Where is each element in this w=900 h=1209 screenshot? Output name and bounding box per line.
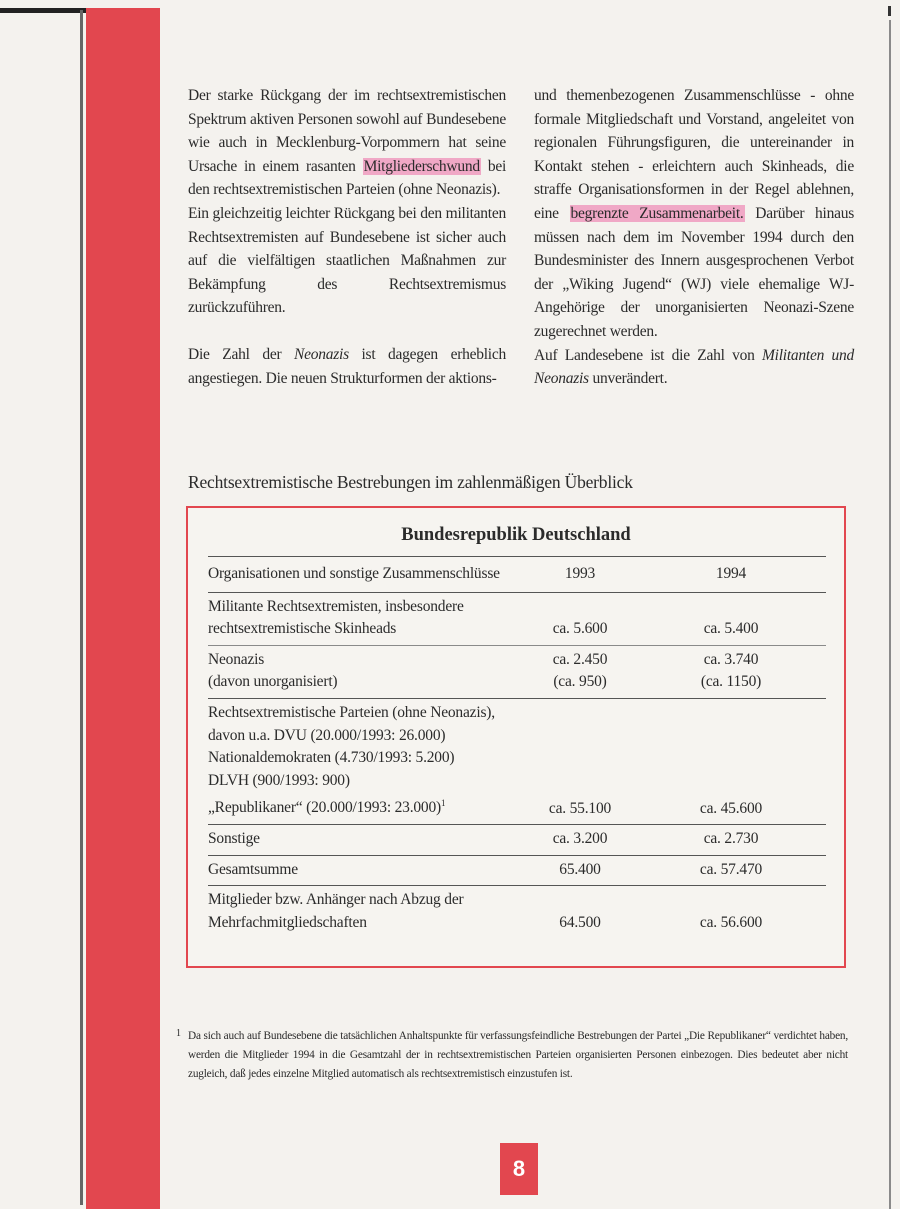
- scan-edge-top: [0, 8, 88, 13]
- header-label: Organisationen und sonstige Zusammenschlüsse: [208, 565, 500, 582]
- label-line: rechtsextremistische Skinheads: [208, 620, 397, 638]
- value-1993: 64.500: [559, 913, 601, 931]
- text: Der starke Rückgang der im rechtsextremistischen Spektrum aktiven Personen sowohl auf Bundesebene wie auch in Mecklenburg-Vorpommern hat seine Ursache in einem rasanten: [188, 87, 506, 175]
- text: bei den rechtsextremistischen Parteien (ohne Neonazis).: [188, 157, 507, 199]
- label-line: Nationaldemokraten (4.730/1993: 5.200): [208, 749, 455, 767]
- table-heading: Rechtsextremistische Bestrebungen im zahlenmäßigen Überblick: [188, 472, 633, 492]
- row-label: Gesamtsumme: [208, 860, 298, 878]
- footnote-ref: 1: [441, 798, 446, 809]
- text: und themenbezogenen Zusammenschlüsse - ohne formale Mitgliedschaft und Vorstand, angeleitet von regionalen Führungsfiguren, die untereinander in Kontakt stehen - erleichtern auch Skinheads, die straffe Organisationsformen in der Regel ablehnen, eine: [534, 87, 854, 222]
- value-1994: ca. 57.470: [699, 860, 763, 878]
- table-row: [208, 856, 826, 886]
- text: ist dagegen erheblich angestiegen. Die neuen Strukturformen der aktions-: [188, 345, 506, 387]
- table-row: [208, 825, 826, 855]
- value-1994: [636, 649, 826, 694]
- value-line: ca. 3.740: [703, 650, 759, 668]
- label-line: DLVH (900/1993: 900): [208, 771, 350, 789]
- value-1994: ca. 5.400: [703, 620, 759, 638]
- row-label: [208, 702, 524, 820]
- highlighted-text: Mitgliederschwund: [363, 157, 480, 175]
- table-body: [208, 556, 826, 938]
- text-column-left: [188, 84, 506, 390]
- text: Auf Landesebene ist die Zahl von: [534, 346, 762, 364]
- statistics-table: [186, 506, 846, 968]
- value-1994: ca. 56.600: [699, 913, 763, 931]
- value-1993: ca. 5.600: [552, 620, 608, 638]
- label-line: davon u.a. DVU (20.000/1993: 26.000): [208, 726, 446, 744]
- italic-text: Neonazis: [294, 345, 349, 363]
- value-1993: 65.400: [559, 860, 601, 878]
- paragraph: [188, 343, 506, 390]
- row-label: [208, 649, 524, 694]
- table-row: [208, 593, 826, 645]
- scan-edge-right: [889, 20, 891, 1209]
- label-text: „Republikaner“ (20.000/1993: 23.000): [208, 799, 441, 817]
- italic-text: Militanten und Neonazis: [534, 346, 854, 388]
- footnote: [176, 1027, 848, 1083]
- text: Die Zahl der: [188, 345, 295, 363]
- value-1994: ca. 2.730: [703, 830, 759, 848]
- page-number: 8: [500, 1143, 538, 1195]
- value-line: (ca. 1150): [700, 673, 762, 691]
- label-line: Militante Rechtsextremisten, insbesondere: [208, 597, 464, 615]
- value-1993: [524, 649, 636, 694]
- text-column-right: [534, 84, 854, 391]
- table-header-row: [208, 557, 826, 592]
- table-row: [208, 699, 826, 824]
- value-line: (ca. 950): [553, 673, 607, 691]
- paragraph: [534, 344, 854, 391]
- paragraph: [534, 84, 854, 344]
- header-year-1993: 1993: [564, 565, 596, 582]
- scan-edge-mark: [888, 6, 891, 16]
- text: unverändert.: [588, 370, 668, 388]
- value-1993: ca. 55.100: [548, 799, 612, 817]
- header-year-1994: 1994: [715, 565, 747, 582]
- paragraph: Ein gleichzeitig leichter Rückgang bei den militanten Rechtsextremisten auf Bundesebene ist sicher auch auf die vielfältigen staatlichen Maßnahmen zur Bekämpfung des Rechtsextremismus zurückzuführen.: [188, 204, 506, 317]
- row-label: [208, 889, 524, 934]
- label-line: Mitglieder bzw. Anhänger nach Abzug der: [208, 891, 464, 909]
- scan-edge-left: [80, 10, 83, 1205]
- table-row: [208, 886, 826, 938]
- value-1994: ca. 45.600: [699, 799, 763, 817]
- table-row: [208, 646, 826, 698]
- value-line: ca. 2.450: [552, 650, 608, 668]
- highlighted-text: begrenzte Zusammenarbeit.: [570, 204, 744, 222]
- row-label: [208, 596, 524, 641]
- label-line: [208, 792, 524, 820]
- paragraph: [188, 84, 506, 202]
- row-label: Sonstige: [208, 830, 260, 848]
- label-line: Rechtsextremistische Parteien (ohne Neonazis),: [208, 703, 495, 721]
- label-line: Mehrfachmitgliedschaften: [208, 913, 367, 931]
- footnote-mark: 1: [176, 1028, 181, 1039]
- label-line: (davon unorganisiert): [208, 673, 338, 691]
- text: Darüber hinaus müssen nach dem im November 1994 durch den Bundesminister des Innern ausgesprochenen Verbot der „Wiking Jugend“ (WJ) viele ehemalige WJ-Angehörige der unorganisierten Neonazi-Szene zugerechnet werden.: [534, 204, 854, 340]
- table-title: Bundesrepublik Deutschland: [401, 525, 631, 545]
- red-margin-stripe: [86, 8, 160, 1209]
- footnote-text: Da sich auch auf Bundesebene die tatsächlichen Anhaltspunkte für verfassungsfeindliche Bestrebungen der Partei „Die Republikaner“ verdichtet haben, werden die Mitglieder 1994 in die Gesamtzahl der in rechtsextremistischen Parteien organisierten Personen einbezogen. Dies bedeutet aber nicht zugleich, daß jedes einzelne Mitglied automatisch als rechtsextremistisch einzustufen ist.: [188, 1030, 848, 1080]
- value-1993: ca. 3.200: [552, 830, 608, 848]
- label-line: Neonazis: [208, 650, 265, 668]
